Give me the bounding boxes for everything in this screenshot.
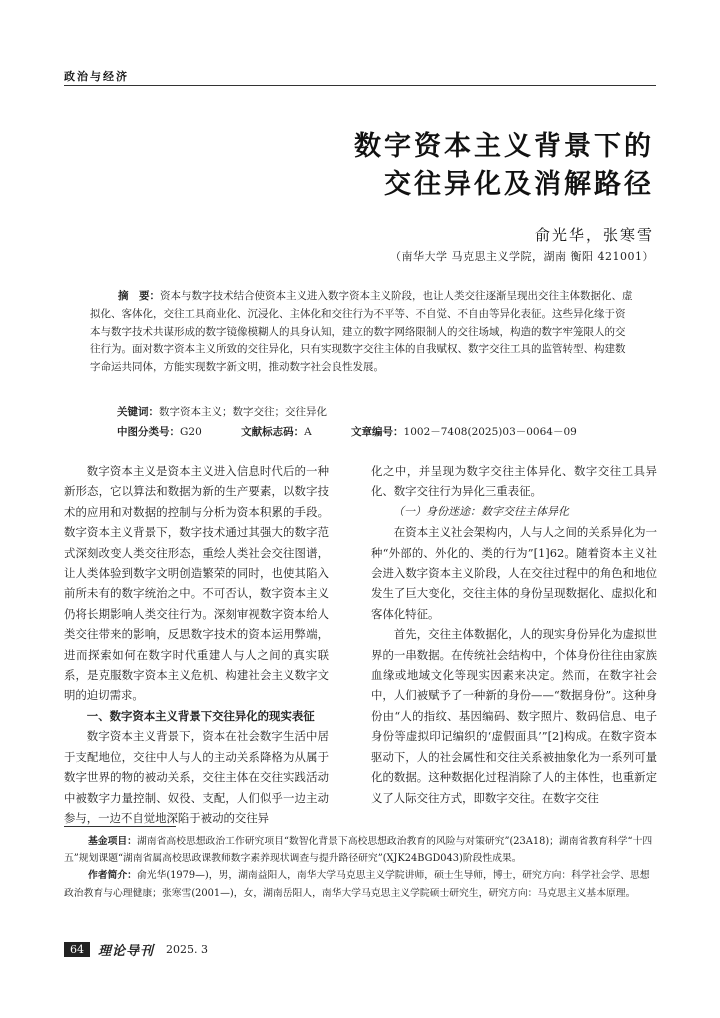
footnotes <box>64 833 658 902</box>
body-paragraph: 首先，交往主体数据化，人的现实身份异化为虚拟世界的一串数据。在传统社会结构中，个体身份往往由家族血缘或地域文化等现实因素来决定。然而，在数字社会中，人们被赋予了一种新的身份——“数据身份”。这种身份由“人的指纹、基因编码、数字照片、数码信息、电子身份等虚拟印记编织的‘虚假面具’”[2]构成。在数字资本驱动下，人的社会属性和交往关系被抽象化为一系列可量化的数据。这种数据化过程消除了人的主体性，也重新定义了人际交往方式，即数字交往。在数字交往 <box>371 627 657 805</box>
body-column-left <box>64 461 329 828</box>
page-number: 64 <box>64 942 90 957</box>
doc-code-value: A <box>304 426 312 438</box>
author-note <box>64 867 658 901</box>
subsection-heading: （一）身份迷途：数字交往主体异化 <box>393 504 569 518</box>
abstract-text: 资本与数字技术结合使资本主义进入数字资本主义阶段，也让人类交往逐渐呈现出交往主体数据化、虚拟化、客体化，交往工具商业化、沉浸化、主体化和交往行为不平等、不自觉、不自由等异化表征。这些异化缘于资本与数字技术共谋形成的数字镜像模糊人的具身认知，建立的数字网络限制人的交往场域，构造的数字牢笼限人的交往行为。面对数字资本主义所致的交往异化，只有实现数字交往主体的自我赋权、数字交往工具的监管转型、构建数字命运共同体，方能实现数字新文明，推动数字社会良性发展。 <box>90 290 633 374</box>
page-footer <box>64 940 208 959</box>
funding-text: 湖南省高校思想政治工作研究项目“数智化背景下高校思想政治教育的风险与对策研究”(23A18)；湖南省教育科学“十四五”规划课题“湖南省属高校思政课教师数字素养现状调查与提升路径研究”(XJK24BGD043)阶段性成果。 <box>64 836 653 865</box>
article-no-value: 1002－7408(2025)03－0064－09 <box>403 426 577 438</box>
keywords-text: 数字资本主义；数字交往；交往异化 <box>159 406 327 418</box>
body-paragraph: 数字资本主义背景下，资本在社会数字生活中居于支配地位，交往中人与人的主动关系降格为从属于数字世界的物的被动关系，交往主体在交往实践活动中被数字力量控制、奴役、支配，人们似乎一边主动参与，一边不自觉地深陷于被动的交往异 <box>64 729 329 825</box>
affiliation: （南华大学 马克思主义学院，湖南 衡阳 421001） <box>390 250 654 263</box>
issue-number: 2025. 3 <box>166 943 209 956</box>
doc-code-label: 文献标志码： <box>241 426 305 438</box>
journal-name: 理论导刊 <box>98 944 155 959</box>
footnote-rule <box>64 826 176 827</box>
author-text: 俞光华(1979—)，男，湖南益阳人，南华大学马克思主义学院讲师，硕士生导师，博士，研究方向：科学社会学、思想政治教育与心理健康；张寒雪(2001—)，女，湖南岳阳人，南华大学马克思主义学院硕士研究生，研究方向：马克思主义基本原理。 <box>64 870 650 899</box>
keywords <box>117 404 327 419</box>
funding-label: 基金项目： <box>88 836 137 847</box>
title-line-2: 交往异化及消解路径 <box>384 169 654 200</box>
title-line-1: 数字资本主义背景下的 <box>354 131 654 162</box>
article-title <box>354 128 654 204</box>
keywords-label: 关键词： <box>117 406 159 418</box>
classification-line <box>117 424 613 439</box>
article-no-label: 文章编号： <box>351 426 404 438</box>
author-label: 作者简介： <box>88 870 137 882</box>
body-column-right <box>371 461 657 808</box>
body-paragraph: 在资本主义社会架构内，人与人之间的关系异化为一种“外部的、外化的、类的行为”[1]62。随着资本主义社会进入数字资本主义阶段，人在交往过程中的角色和地位发生了巨大变化，交往主体的身份呈现数据化、虚拟化和客体化特征。 <box>371 525 657 621</box>
abstract-paragraph <box>90 288 635 377</box>
clc-value: G20 <box>180 426 202 438</box>
authors: 俞光华，张寒雪 <box>534 226 654 244</box>
header-rule <box>64 85 656 86</box>
clc-label: 中图分类号： <box>117 426 180 438</box>
section-heading: 一、数字资本主义背景下交往异化的现实表征 <box>86 708 315 723</box>
funding-note <box>64 833 658 867</box>
abstract <box>90 288 635 377</box>
abstract-label: 摘 要： <box>118 290 160 302</box>
body-paragraph: 化之中，并呈现为数字交往主体异化、数字交往工具异化、数字交往行为异化三重表征。 <box>371 464 657 499</box>
section-tag: 政治与经济 <box>64 70 129 83</box>
body-paragraph: 数字资本主义是资本主义进入信息时代后的一种新形态，它以算法和数据为新的生产要素，以数字技术的应用和对数据的控制与分析为资本积累的手段。数字资本主义背景下，数字技术通过其强大的数字范式深刻改变人类交往形态，重绘人类社会交往图谱，让人类体验到数字文明创造繁荣的同时，也使其陷入前所未有的数字统治之中。不可否认，数字资本主义仍将长期影响人类交往行为。深刻审视数字资本给人类交往带来的影响，反思数字技术的资本运用弊端，进而探索如何在数字时代重建人与人之间的真实联系，是克服数字资本主义危机、构建社会主义数字文明的迫切需求。 <box>64 464 329 703</box>
